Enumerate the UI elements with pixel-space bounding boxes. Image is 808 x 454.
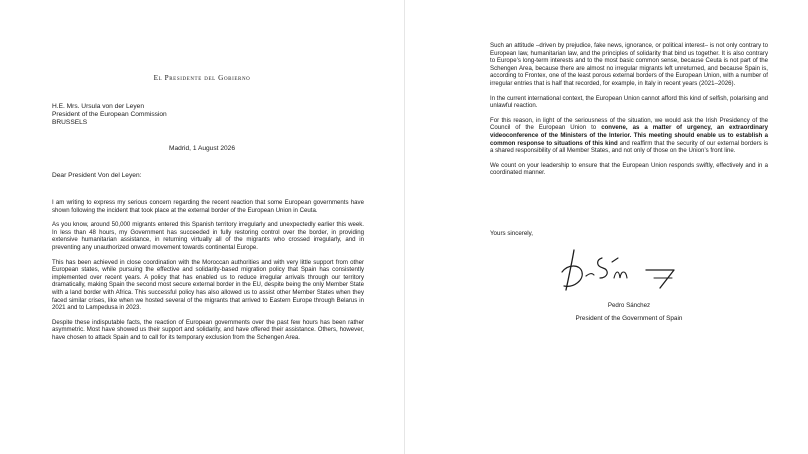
- letter-body-right: [490, 42, 768, 184]
- paragraph: Such an attitude –driven by prejudice, fake news, ignorance, or political interest– is not only contrary to European law, humanitarian law, and the principles of solidarity that bind us together. It is also contrary to Europe’s long-term interests and to the most basic common sense, because Ceuta is not part of the Schengen Area, because there are almost no irregular migrants left unreturned, and because Spain is, according to Frontex, one of the least porous external borders of the European Union, with a number of irregular entries that is half that recorded, for example, in Italy in recent years (2021–2026).: [490, 42, 768, 87]
- paragraph: This has been achieved in close coordination with the Moroccan authorities and with very little support from other European states, while pursuing the effective and solidarity-based migration policy that Spain has consistently implemented over recent years. A policy that has enabled us to reduce irregular arrivals through our territory dramatically, making Spain the second most secure external border in the EU, despite being the only Member State with a land border with Africa. This successful policy has also allowed us to assist other Member States when they faced similar crises, like when we hosted several of the migrants that arrived to Eastern Europe through Belarus in 2021 and to Lampedusa in 2023.: [52, 258, 364, 312]
- paragraph: I am writing to express my serious concern regarding the recent reaction that some European governments have shown following the incident that took place at the external border of the European Union in Ceuta.: [52, 199, 364, 214]
- paragraph: We count on your leadership to ensure that the European Union responds swiftly, effectively and in a coordinated manner.: [490, 161, 768, 177]
- paragraph-text: For this reason, in light of the seriousness of the situation, we would ask the Irish Presidency of the Council of the European Union to: [490, 116, 768, 132]
- paragraph: In the current international context, the European Union cannot afford this kind of selfish, polarising and unlawful reaction.: [490, 94, 769, 110]
- recipient-block: [52, 103, 167, 128]
- signature-image: [556, 244, 696, 296]
- recipient-city: BRUSSELS: [52, 119, 88, 127]
- salutation: Dear President Von del Leyen:: [52, 172, 142, 179]
- page-divider: [404, 0, 405, 454]
- letter-body-left: [52, 199, 364, 349]
- recipient-name: H.E. Mrs. Ursula von der Leyen: [52, 103, 144, 110]
- paragraph: Despite these indisputable facts, the reaction of European governments over the past few hours has been rather asymmetric. Most have showed us their support and solidarity, and have offered their assistance. Others, however, have chosen to attack Spain and to call for its temporary exclusion from the Schengen Area.: [52, 318, 364, 341]
- paragraph-request: [490, 117, 768, 155]
- recipient-position: President of the European Commission: [52, 111, 167, 119]
- letterhead: El Presidente del Gobierno: [153, 74, 251, 82]
- signer-title: President of the Government of Spain: [575, 315, 683, 322]
- signer-name: Pedro Sánchez: [607, 302, 651, 309]
- letter-date: Madrid, 1 August 2026: [169, 145, 235, 152]
- paragraph: As you know, around 50,000 migrants entered this Spanish territory irregularly and unexpectedly earlier this week. In less than 48 hours, my Government has succeeded in fully restoring control over the border, in providing extensive humanitarian assistance, in returning virtually all of the migrants who crossed irregularly, and in preventing any unauthorized onward movement towards continental Europe.: [52, 221, 364, 251]
- closing: Yours sincerely,: [490, 230, 533, 237]
- paragraph-bold-text: convene, as a matter of urgency, an extraordinary videoconference of the Ministers of the Interior. This meeting should enable us to establish a common response to situations of this kind: [490, 124, 769, 147]
- paragraph-text: and reaffirm that the security of our external borders is a shared responsibility of all Member States, and not only of those on the Union’s front line.: [490, 139, 768, 155]
